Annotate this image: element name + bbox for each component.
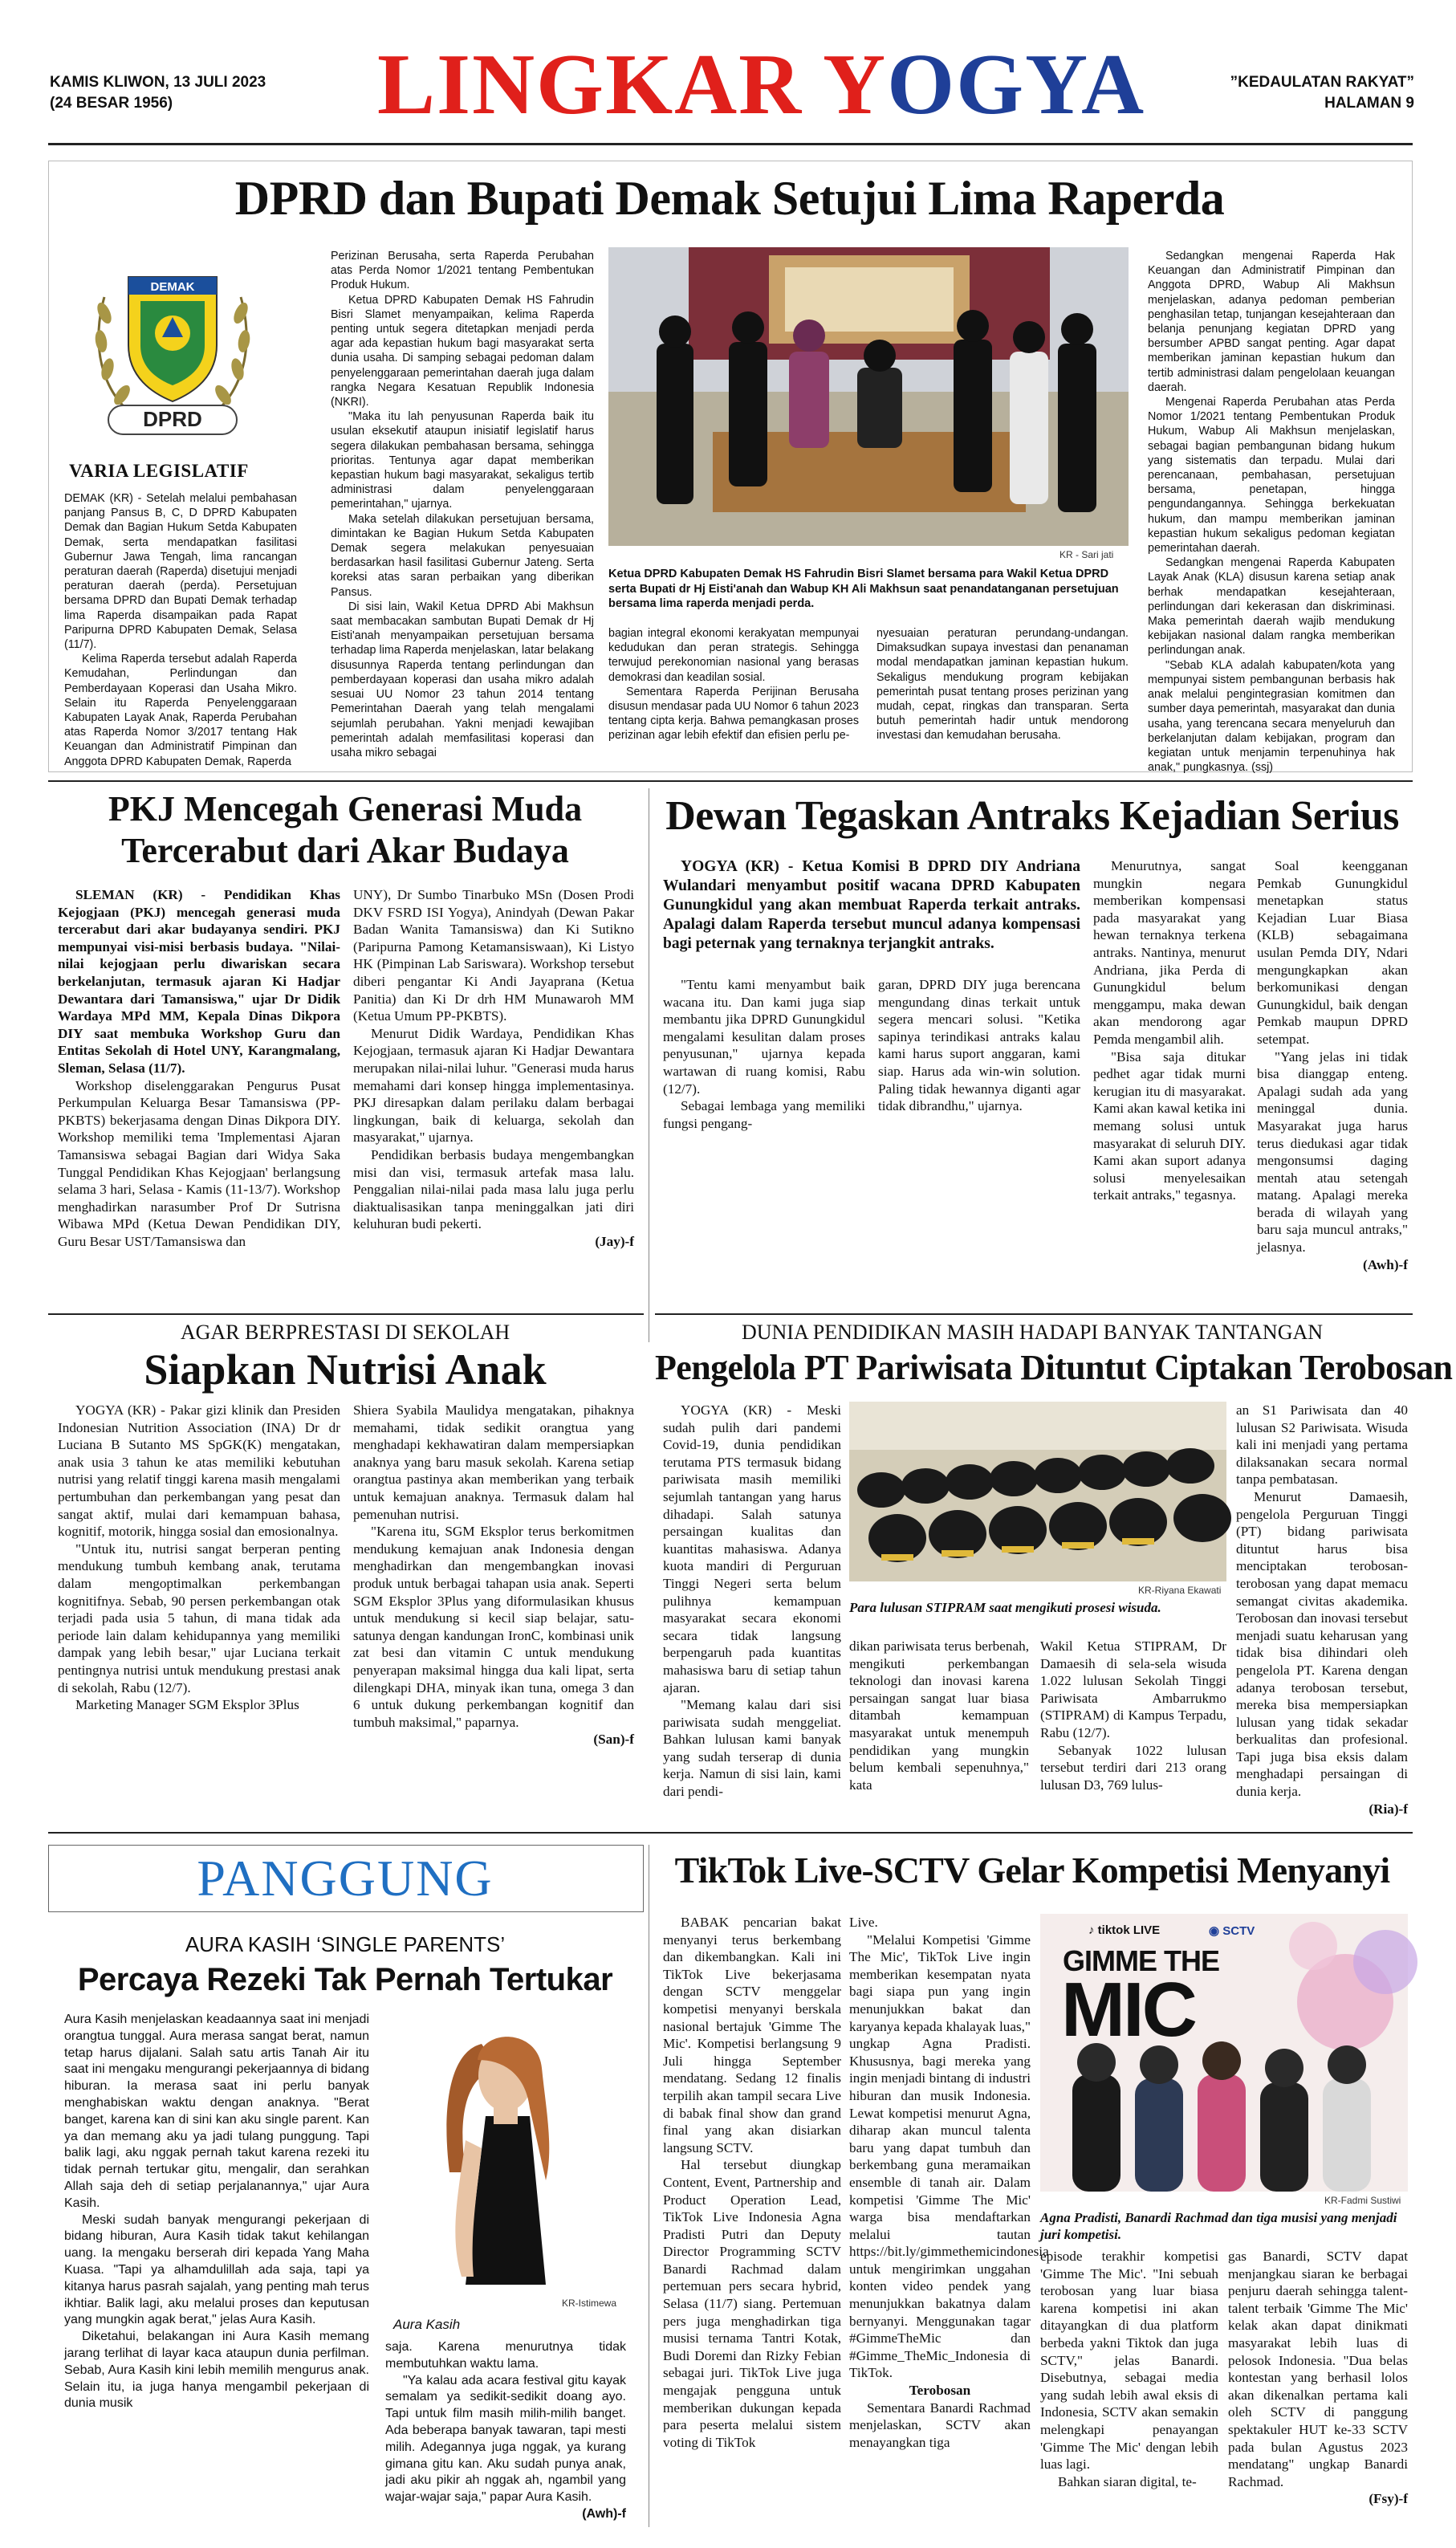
- edition-date: KAMIS KLIWON, 13 JULI 2023: [50, 74, 266, 91]
- signing-ceremony-image: [608, 247, 1129, 546]
- paragraph: Ketua DPRD Kabupaten Demak HS Fahrudin Bisri Slamet menyampaikan, kelima Raperda penting untuk segera ditetapkan menjadi perda agar ada kepastian hukum bagi masyarakat serta dunia usaha. Di samping sebagai pedoman dalam penyelenggaraan pemerintahan daerah juga dalam rangka Negara Kesatuan Republik Indonesia (NKRI).: [331, 293, 594, 409]
- paragraph: YOGYA (KR) - Ketua Komisi B DPRD DIY Andriana Wulandari menyambut positif wacana DPRD Kabupaten Gunungkidul yang akan membuat Raperda terkait antraks. Apalagi dalam Raperda tersebut muncul adanya kompensasi bagi peternak yang ternaknya terjangkit antraks.: [663, 858, 1080, 952]
- paragraph: Hal tersebut diungkap Content, Event, Partnership and Product Operation Lead, TikTok Live Indonesia Agna Pradisti Putri dan Deputy Director Programming SCTV Banardi Rachmad dalam pertemuan pers secara hybrid, Selasa (11/7) siang. Pertemuan pers juga menghadirkan tiga musisi ternama Tantri Kotak, Budi Doremi dan Rizky Febian sebagai juri. TikTok Live juga mengajak pengguna untuk memberikan dukungan kepada para peserta melalui sistem voting di TikTok: [663, 2157, 841, 2450]
- logo-text-lingkar: LINGKAR: [377, 37, 824, 132]
- article-tiktok-col-2: [849, 1914, 1049, 2532]
- paragraph: Perizinan Berusaha, serta Raperda Perubahan atas Perda Nomor 1/2021 tentang Pembentukan Produk Hukum.: [331, 250, 594, 292]
- article-nutrisi-col-2: [353, 1402, 634, 1819]
- photo-stipram-graduation: [849, 1402, 1226, 1581]
- paragraph: Maka setelah dilakukan persetujuan bersama, dimintakan ke Bagian Hukum Setda Kabupaten Demak segera melakukan penyesuaian berdasarkan hasil fasilitasi Gubernur Jateng. Serta koreksi atas saran perbaikan yang diberikan Pansus.: [331, 512, 594, 599]
- paragraph: Mengenai Raperda Perubahan atas Perda Nomor 1/2021 tentang Pembentukan Produk Hukum, Wabup Ali Makhsun menjelaskan, sebagai bagian pembangunan bidang hukum yang sistematis dan terpadu. Mulai dari perencanaan, pembahasan, persetujuan bersama, penetapan, hingga pengundangannya. Sehingga berkekuatan hukum, dan mampu memberikan jaminan kepastian hukum sekaligus pedoman kegiatan pemerintahan daerah.: [1148, 396, 1395, 556]
- paragraph: Di sisi lain, Wakil Ketua DPRD Abi Makhsun saat membacakan sambutan Bupati Demak dr Hj Eisti'anah menyampaikan persetujuan bersama terhadap lima Raperda menjelaskan, latar belakang disusunnya Raperda tentang perlindungan dan pemberdayaan koperasi dan usaha mikro adalah sesuai UU Nomor 23 tahun 2014 tentang Pemerintahan Daerah yang telah mengalami sejumlah perubahan. Yakni menjadi kewajiban pemerintah adalah memfasilitasi koperasi dan usaha mikro sebagai: [331, 600, 594, 759]
- paragraph: Pendidikan berbasis budaya mengembangkan misi dan visi, termasuk artefak masa lalu. Penggalian nilai-nilai pada masa lalu juga perlu diaktualisasikan tanpa meninggalkan jati diri keluhuran budi pekerti.: [353, 1146, 634, 1232]
- article-nutrisi-col-1: [58, 1402, 340, 1819]
- paragraph: episode terakhir kompetisi 'Gimme The Mic'. "Ini sebuah terobosan yang luar biasa karena kompetisi ini akan ditayangkan di dua platform berbeda yakni Tiktok dan juga SCTV," jelas Banardi. Disebutnya, sebagai media yang sudah lebih awal eksis di Indonesia, SCTV akan semakin melengkapi penayangan 'Gimme The Mic' dengan lebih luas lagi.: [1040, 2249, 1218, 2473]
- paragraph: "Memang kalau dari sisi pariwisata sudah menggeliat. Bahkan lulusan kami banyak yang sudah terserap di dunia kerja. Namun di sisi lain, kami dari pendi-: [663, 1697, 841, 1800]
- photo-credit-aura: KR-Istimewa: [562, 2298, 617, 2309]
- paragraph: "Sebab KLA adalah kabupaten/kota yang mempunyai sistem pembangunan berbasis hak anak melalui pengintegrasian komitmen dan sumber daya pemerintah, masyarakat dan dunia usaha, yang terencana secara menyeluruh dan berkelanjutan dalam kebijakan, program dan kegiatan untuk menjamin terpenuhinya hak anak," pungkasnya. (ssj): [1148, 658, 1395, 775]
- article-dprd-col-3: [608, 626, 859, 756]
- photo-credit-dprd: KR - Sari jati: [1059, 549, 1114, 560]
- article-tiktok-col-4: [1228, 2248, 1408, 2532]
- article-nutrisi-headline[interactable]: Siapkan Nutrisi Anak: [144, 1345, 547, 1394]
- article-stipram-kicker: DUNIA PENDIDIKAN MASIH HADAPI BANYAK TANTANGAN: [741, 1321, 1324, 1344]
- paragraph: Menurut Didik Wardaya, Pendidikan Khas Kejogjaan, termasuk ajaran Ki Hadjar Dewantara merupakan nilai-nilai luhur. "Generasi muda harus memahami dari konsep hingga implementasinya. PKJ diresapkan dalam perilaku dalam berbagai lingkungan, baik di keluarga, sekolah dan masyarakat," ujarnya.: [353, 1025, 634, 1146]
- masthead: [0, 0, 1456, 144]
- paragraph: [58, 886, 340, 1077]
- rubric-varia-legislatif: VARIA LEGISLATIF: [69, 461, 249, 481]
- paragraph: Kelima Raperda tersebut adalah Raperda Kemudahan, Perlindungan dan Pemberdayaan Koperasi dan Usaha Mikro. Selain itu Raperda Penyelenggaraan Kabupaten Layak Anak, Raperda Perubahan atas Raperda Nomor 3/2017 tentang Hak Keuangan dan Administratif Pimpinan dan Anggota DPRD Kabupaten Demak, Raperda: [64, 653, 297, 768]
- paragraph: DEMAK (KR) - Setelah melalui pembahasan panjang Pansus B, C, D DPRD Kabupaten Demak dan Bagian Hukum Setda Kabupaten Demak, serta mendapatkan fasilitasi Gubernur Jawa Tengah, lima rancangan peraturan daerah (Raperda) disetujui menjadi peraturan daerah (perda). Persetujuan bersama DPRD dan Bupati Demak terhadap lima Raperda disampaikan pada Rapat Paripurna DPRD Kabupaten Demak, Selasa (11/7).: [64, 492, 297, 652]
- caption-gimme: Agna Pradisti, Banardi Rachmad dan tiga musisi yang menjadi juri kompetisi.: [1040, 2210, 1397, 2242]
- article-stipram-col-1: [663, 1402, 841, 1819]
- paragraph: YOGYA (KR) - Pakar gizi klinik dan Presiden Indonesian Nutrition Association (INA) Dr dr Luciana B Sutanto MS SpGK(K) mengatakan, anak usia 3 tahun ke atas memiliki kebutuhan nutrisi yang relatif tinggi karena masih mengalami pertumbuhan dan perkembangan yang pesat dan sangat aktif, mulai dari kemampuan bahasa, kognitif, motorik, hingga sosial dan emosionalnya.: [58, 1402, 340, 1540]
- article-pkj-headline-line2[interactable]: Tercerabut dari Akar Budaya: [121, 831, 569, 870]
- author-signature: (Awh)-f: [582, 2506, 626, 2521]
- edition-date-hijri: (24 BESAR 1956): [50, 95, 173, 112]
- page-number: HALAMAN 9: [1324, 95, 1414, 112]
- photo-dprd-signing: [608, 247, 1129, 546]
- graduation-image: [849, 1402, 1226, 1581]
- section-rule: [48, 780, 1413, 782]
- article-stipram-col-3: [1040, 1638, 1226, 1819]
- article-nutrisi-kicker: AGAR BERPRESTASI DI SEKOLAH: [180, 1321, 510, 1344]
- article-tiktok-col-1: [663, 1914, 841, 2532]
- poster-brand-tiktok: ♪ tiktok LIVE: [1088, 1923, 1161, 1937]
- masthead-rule: [48, 143, 1413, 145]
- article-antraks-col-4: [1257, 857, 1408, 1312]
- publisher-name: ”KEDAULATAN RAKYAT”: [1230, 74, 1414, 91]
- newspaper-logo[interactable]: [377, 37, 1146, 133]
- paragraph-text: SLEMAN (KR) - Pendidikan Khas Kejogjaan (PKJ) mencegah generasi muda tercerabut dari akar budayanya sendiri. PKJ mempunyai visi-misi berbasis budaya. "Nilai-nilai kejogjaan perlu diwariskan secara berkelanjutan, termasuk ajaran Ki Hadjar Dewantara dari Tamansiswa," ujar Dr Didik Wardaya MPd MM, Kepala Dinas Dikpora DIY saat membuka Workshop Guru dan Entitas Sekolah di Hotel UNY, Karangmalang, Sleman, Selasa (11/7).: [58, 887, 340, 1076]
- paragraph: garan, DPRD DIY juga berencana mengundang dinas terkait untuk segera mencari solusi. "Ketika sapinya terindikasi antraks kalau kami harus suport anggaran, kami siap. Harus ada win-win solution. Paling tidak hewannya diganti agar tidak dibrandhu," ujarnya.: [878, 977, 1080, 1114]
- photo-credit-stipram: KR-Riyana Ekawati: [1138, 1585, 1222, 1596]
- paragraph: Wakil Ketua STIPRAM, Dr Damaesih di sela-sela wisuda 1.022 lulusan Sekolah Tinggi Pariwisata Ambarrukmo (STIPRAM) di Kampus Terpadu, Rabu (12/7).: [1040, 1638, 1226, 1740]
- paragraph: Sedangkan mengenai Raperda Kabupaten Layak Anak (KLA) disusun karena setiap anak berhak mendapatkan kesejahteraan, perlindungan dari kekerasan dan diskriminasi. Maka pemerintah daerah wajib mendukung kebijakan nasional dalam rangka memberikan perlindungan anak.: [1148, 556, 1395, 657]
- logo-letter-y: Y: [823, 37, 888, 132]
- article-dprd-col-1: [64, 491, 297, 768]
- logo-dprd-label: DPRD: [143, 407, 202, 431]
- paragraph: "Yang jelas ini tidak bisa dianggap enteng. Apalagi sudah ada yang meninggal dunia. Masyarakat juga harus terus diedukasi agar tidak mengonsumsi daging mentah atau setengah matang. Apalagi mereka berada di wilayah yang baru saja muncul antraks," jelasnya.: [1257, 1048, 1408, 1256]
- section-rule: [48, 1832, 1413, 1834]
- paragraph: Sedangkan mengenai Raperda Hak Keuangan dan Administratif Pimpinan dan Anggota DPRD, Wabup Ali Makhsun menjelaskan, adanya pedoman pemberian penghasilan tetap, tunjangan kesejahteraan dan belanja penunjang kegiatan DPRD yang bersumber APBD sangat penting. Agar dapat memberikan jaminan kepastian hukum dan tertib administrasi dalam pengelolaan keuangan daerah.: [1148, 250, 1395, 394]
- paragraph: Menurutnya, sangat mungkin negara memberikan kompensasi pada masyarakat yang hewan ternaknya terkena antraks. Nantinya, menurut Andriana, jika Perda di Gunungkidul belum menggampu, maka dewan akan mendorong agar Pemda mengambil alih.: [1093, 858, 1246, 1047]
- paragraph: Meski sudah banyak mengurangi pekerjaan di bidang hiburan, Aura Kasih tidak takut kehilangan uang. Ia mengaku berserah diri kepada Yang Maha Kuasa. "Tapi ya alhamdulillah ada saja, tapi ya kitanya harus pasrah sajalah, yang penting mah terus ikhtiar. Balik lagi, aku melalui proses dan keputusan yang mungkin agak berat," jelas Aura Kasih.: [64, 2212, 369, 2327]
- photo-credit-gimme: KR-Fadmi Sustiwi: [1324, 2195, 1401, 2206]
- caption-stipram: Para lulusan STIPRAM saat mengikuti prosesi wisuda.: [849, 1600, 1161, 1615]
- article-stipram-headline[interactable]: Pengelola PT Pariwisata Dituntut Ciptakan Terobosan: [655, 1348, 1453, 1387]
- paragraph: an S1 Pariwisata dan 40 lulusan S2 Pariwisata. Wisuda kali ini menjadi yang pertama dilaksanakan secara normal tanpa pembatasan.: [1236, 1402, 1408, 1488]
- paragraph: Sebanyak 1022 lulusan tersebut terdiri dari 213 orang lulusan D3, 769 lulus-: [1040, 1742, 1226, 1793]
- paragraph: "Tentu kami menyambut baik wacana itu. Dan kami juga siap membantu jika DPRD Gunungkidul mengalami kesulitan dalam proses penyusunan," ujarnya kepada wartawan di ruang komisi, Rabu (12/7).: [663, 977, 865, 1097]
- poster-title-line1: GIMME THE: [1063, 1944, 1219, 1977]
- section-rule: [48, 1313, 644, 1315]
- paragraph: Menurut Damaesih, pengelola Perguruan Tinggi (PT) bidang pariwisata dituntut harus bisa menciptakan terobosan-terobosan yang dapat memacu semangat civitas akademika. Terobosan dan inovasi tersebut menjadi suatu keharusan yang tidak bisa dihindari oleh pengelola PT. Karena dengan adanya terobosan tersebut, mereka bisa mempersiapkan lulusan yang tidak sekadar berkualitas dan profesional. Tapi juga bisa eksis dalam menghadapi persaingan di dunia kerja.: [1236, 1488, 1408, 1800]
- panggung-col-1: [64, 2012, 369, 2530]
- dprd-crest-icon: [72, 241, 273, 450]
- article-dprd-col-4: [876, 626, 1129, 756]
- article-stipram-col-4: [1236, 1402, 1408, 1822]
- article-dprd-demak-headline[interactable]: DPRD dan Bupati Demak Setujui Lima Raperda: [234, 172, 1225, 225]
- poster-title-line2: MIC: [1061, 1967, 1195, 2053]
- article-dprd-col-2: [331, 249, 594, 759]
- paragraph: Workshop diselenggarakan Pengurus Pusat Perkumpulan Keluarga Besar Tamansiswa (PP-PKBTS) bekerjasama dengan Dinas Dikpora DIY. Workshop memiliki tema 'Implementasi Ajaran Tamansiswa sebagai Bagian dari Widya Saka Tunggal Pendidikan Khas Kejogjaan' berlangsung selama 3 hari, Selasa - Kamis (11-13/7). Workshop menghadirkan narasumber Prof Dr Sutrisna Wibawa MPd (Ketua Dewan Pendidikan DIY, Guru Besar UST/Tamansiswa dan: [58, 1077, 340, 1249]
- author-signature: (Fsy)-f: [1369, 2491, 1408, 2507]
- author-signature: (Awh)-f: [1362, 1256, 1408, 1272]
- paragraph: bagian integral ekonomi kerakyatan mempunyai kedudukan dan peran strategis. Sehingga terwujud perekonomian nasional yang berasas demokrasi dan keadilan sosial.: [608, 627, 859, 684]
- article-tiktok-col-3: [1040, 2248, 1218, 2532]
- article-stipram-col-2: [849, 1638, 1029, 1819]
- panggung-col-2: [385, 2339, 626, 2530]
- paragraph: "Melalui Kompetisi 'Gimme The Mic', TikTok Live ingin memberikan kesempatan nyata bagi siapa pun yang ingin menunjukkan bakat dan karyanya kepada khalayak luas," ungkap Agna Pradisti. Khususnya, bagi mereka yang ingin menjadi bintang di industri hiburan dan musik Indonesia. Lewat kompetisi menurut Agna, diharap akan muncul talenta baru yang dapat tumbuh dan berkembang guna meramaikan ensemble di tanah air. Dalam kompetisi 'Gimme The Mic' warga bisa mendaftarkan melalui tautan https://bit.ly/gimmethemicindonesia untuk mengirimkan unggahan konten video pendek yang menunjukkan bakatnya dalam bernyanyi. Menggunakan tagar #GimmeTheMic dan #Gimme_TheMic_Indonesia di TikTok.: [849, 1931, 1049, 2381]
- article-dprd-col-5: [1148, 249, 1395, 775]
- paragraph: Soal keengganan Pemkab Gunungkidul menetapkan status Kejadian Luar Biasa (KLB) sebagaimana usulan Pemda DIY, Ndari mengungkapkan akan berkomunikasi dengan Gunungkidul, baik dengan Pemkab maupun DPRD setempat.: [1257, 858, 1408, 1047]
- caption-dprd: Ketua DPRD Kabupaten Demak HS Fahrudin Bisri Slamet bersama para Wakil Ketua DPRD serta Bupati dr Hj Eisti'anah dan Wabup KH Ali Makhsun saat penandatanganan persetujuan bersama lima raperda menjadi perda.: [608, 568, 1119, 610]
- panggung-headline[interactable]: Percaya Rezeki Tak Pernah Tertukar: [77, 1962, 613, 1997]
- article-antraks-headline[interactable]: Dewan Tegaskan Antraks Kejadian Serius: [665, 793, 1399, 839]
- portrait-image: [385, 2012, 626, 2293]
- article-antraks-col-2: [878, 976, 1080, 1294]
- article-pkj-col-1: [58, 886, 340, 1304]
- paragraph: dikan pariwisata terus berbenah, mengikuti perkembangan teknologi dan inovasi karena persaingan sangat luar biasa ditambah kemampuan masyarakat untuk menempuh pendidikan yang mungkin belum kembali sepenuhnya," kata: [849, 1638, 1029, 1793]
- paragraph: BABAK pencarian bakat menyanyi terus berkembang dan dikembangkan. Kali ini TikTok Live bekerjasama dengan SCTV menggelar kompetisi menyanyi berskala nasional bertajuk 'Gimme The Mic'. Kompetisi berlangsung 9 Juli hingga September mendatang. Sedang 12 finalis terpilih akan tampil secara Live di babak final show dan grand final yang akan disiarkan langsung SCTV.: [663, 1915, 841, 2155]
- logo-demak-text: DEMAK: [150, 280, 195, 294]
- paragraph: Diketahui, belakangan ini Aura Kasih memang jarang terlihat di layar kaca ataupun dunia perfilman. Sebab, Aura Kasih kini lebih memilih mengurus anak. Selain itu, ia juga hanya mengambil pekerjaan di dunia musik: [64, 2330, 369, 2411]
- dprd-demak-logo: [72, 241, 273, 450]
- panggung-kicker: AURA KASIH ‘SINGLE PARENTS’: [185, 1932, 506, 1956]
- paragraph: "Untuk itu, nutrisi sangat berperan penting mendukung tumbuh kembang anak, terutama dalam mengoptimalkan perkembangan kognitifnya. Sebab, 90 persen perkembangan otak terjadi pada usia 5 tahun, di mana tidak ada periode lain dalam kehidupannya yang memiliki dampak yang lebih besar," ujar Luciana terkait pentingnya nutrisi untuk mendukung prestasi anak di sekolah, Rabu (12/7).: [58, 1541, 340, 1695]
- logo-text-ogya: OGYA: [887, 37, 1146, 132]
- paragraph: Sebagai lembaga yang memiliki fungsi pengang-: [663, 1098, 865, 1131]
- paragraph: "Maka itu lah penyusunan Raperda baik itu usulan eksekutif ataupun inisiatif legislatif harus segera dilakukan pembahasan bersama, sehingga prioritas. Tentunya agar dapat memberikan kepastian hukum bagi masyarakat, sekaligus tertib administrasi dalam penyelenggaraan pemerintahan," ujarnya.: [331, 410, 594, 511]
- paragraph: saja. Karena menurutnya tidak membutuhkan waktu lama.: [385, 2340, 626, 2371]
- article-tiktok-headline[interactable]: TikTok Live-SCTV Gelar Kompetisi Menyanyi: [674, 1850, 1390, 1891]
- paragraph: Sementara Banardi Rachmad menjelaskan, SCTV akan menayangkan tiga: [849, 2399, 1031, 2450]
- photo-aura-kasih: [385, 2012, 626, 2293]
- article-antraks-col-3: [1093, 857, 1246, 1297]
- author-signature: (Ria)-f: [1369, 1801, 1408, 1817]
- section-rule: [655, 1313, 1413, 1315]
- paragraph: "Karena itu, SGM Eksplor terus berkomitmen mendukung kemajuan anak Indonesia dengan menghadirkan dan mengembangkan inovasi produk untuk berbagai tahapan usia anak. Seperti SGM Eksplor 3Plus yang diformulasikan khusus untuk mendukung si kecil siap belajar, satu-satunya dengan kandungan IronC, kombinasi unik zat besi dan vitamin C untuk mendukung penyerapan maksimal hingga dua kali lipat, serta dilengkapi DHA, minyak ikan tuna, omega 3 dan 6 untuk dukung perkembangan kognitif dan tumbuh maksimal," paparnya.: [353, 1524, 634, 1730]
- paragraph: UNY), Dr Sumbo Tinarbuko MSn (Dosen Prodi DKV FSRD ISI Yogya), Anindyah (Dewan Pakar Badan Wanita Tamansiswa) dan Ki Sutikno (Paripurna Pamong Ketamansiswaan), Ki Listyo HK (Pimpinan Lab Sariswara). Workshop tersebut diberi pengantar Ki Andi Jayaprana (Ketua Panitia) dan Ki Dr drh HM Munawaroh MM (Ketua Umum PP-PKBTS).: [353, 887, 634, 1024]
- article-antraks-col-1: [663, 976, 865, 1294]
- subhead-terobosan: Terobosan: [909, 2383, 971, 2399]
- paragraph: "Ya kalau ada acara festival gitu kayak semalam ya sedikit-sedikit doang ayo. Tapi untuk film masih milih-milih banget. Ada beberapa banyak tawaran, tapi mesti milih. Adegannya juga nggak, ya kurang gimana gitu kan. Aku sudah punya anak, jadi aku pikir ah nggak ah, ngambil yang wajar-wajar saja," papar Aura Kasih.: [385, 2373, 626, 2505]
- paragraph: "Bisa saja ditukar pedhet agar tidak murni kerugian itu di masyarakat. Kami akan kawal ketika ini memang solusi untuk masyarakat di seluruh DIY. Kami akan suport adanya solusi menyelesaikan terkait antraks," tegasnya.: [1093, 1048, 1246, 1203]
- paragraph: YOGYA (KR) - Meski sudah pulih dari pandemi Covid-19, dunia pendidikan terutama PTS termasuk bidang pariwisata masih memiliki sejumlah tantangan yang harus dihadapi. Salah satunya persaingan kualitas dan kuantitas mahasiswa. Adanya kuota mandiri di Perguruan Tinggi Negeri serta belum pulihnya kemampuan masyarakat secara ekonomi secara tidak langsung berpengaruh pada kuantitas mahasiswa baru di setiap tahun ajaran.: [663, 1402, 841, 1695]
- article-pkj-headline-line1[interactable]: PKJ Mencegah Generasi Muda: [108, 789, 583, 828]
- article-pkj-col-2: [353, 886, 634, 1304]
- author-signature: (San)-f: [593, 1732, 634, 1748]
- paragraph: Aura Kasih menjelaskan keadaannya saat ini menjadi orangtua tunggal. Aura merasa sangat berat, namun tetap harus dijalani. Salah satu artis Tanah Air itu saat ini mengaku mengurangi pekerjaannya di bidang hiburan. Ia merasa saat ini perlu banyak menghabiskan waktu dengan anaknya. "Berat banget, karena kan di sini kan aku single parent. Kan ya dan memang aku ya jadi tulang punggung. Tapi balik lagi, aku nggak pernah takut karena rezeki itu tidak pernah tertukar gitu, mengalir, dan serahkan Allah saja deh di setiap perjalanannya," ujar Aura Kasih.: [64, 2013, 369, 2210]
- paragraph: Sementara Raperda Perijinan Berusaha disusun mendasar pada UU Nomor 6 tahun 2023 tentang cipta kerja. Bahwa pemangkasan proses perizinan agar lebih efektif dan efisien perlu pe-: [608, 685, 859, 743]
- paragraph: nyesuaian peraturan perundang-undangan. Dimaksudkan supaya investasi dan penanaman modal mendapatkan jaminan kepastian hukum. Sekaligus mendukung program kebijakan pemerintah pusat tentang proses perizinan yang mudah, cepat, ringkas dan transparan. Serta butuh pemerintah hadir untuk mendorong investasi dan kemudahan berusaha.: [876, 627, 1129, 743]
- article-antraks-lead: [663, 857, 1080, 970]
- paragraph: Shiera Syabila Maulidya mengatakan, pihaknya memahami, tidak sedikit orangtua yang menghadapi kekhawatiran dalam mempersiapkan anaknya yang baru masuk sekolah. Karena setiap orangtua pastinya akan memberikan yang terbaik untuk kemajuan anaknya. Termasuk dalam hal pemenuhan nutrisi.: [353, 1402, 634, 1522]
- paragraph: Live.: [849, 1915, 878, 1930]
- paragraph: Bahkan siaran digital, te-: [1058, 2473, 1197, 2489]
- poster-brand-sctv: ◉ SCTV: [1209, 1924, 1255, 1938]
- photo-gimme-the-mic: [1040, 1914, 1408, 2192]
- paragraph: gas Banardi, SCTV dapat menjangkau siaran ke berbagai penjuru daerah sehingga talent-talent terbaik 'Gimme The Mic' kelak akan dapat dinikmati masyarakat lebih luas di pelosok Indonesia. "Dua belas kontestan yang berhasil lolos akan dikenalkan pertama kali oleh SCTV di panggung spektakuler HUT ke-33 SCTV pada bulan Agustus 2023 mendatang" ungkap Banardi Rachmad.: [1228, 2249, 1408, 2489]
- author-signature: (Jay)-f: [595, 1233, 634, 1249]
- paragraph: Marketing Manager SGM Eksplor 3Plus: [75, 1697, 299, 1713]
- panggung-rubric: PANGGUNG: [197, 1850, 494, 1907]
- photo-name-aura: Aura Kasih: [393, 2317, 461, 2332]
